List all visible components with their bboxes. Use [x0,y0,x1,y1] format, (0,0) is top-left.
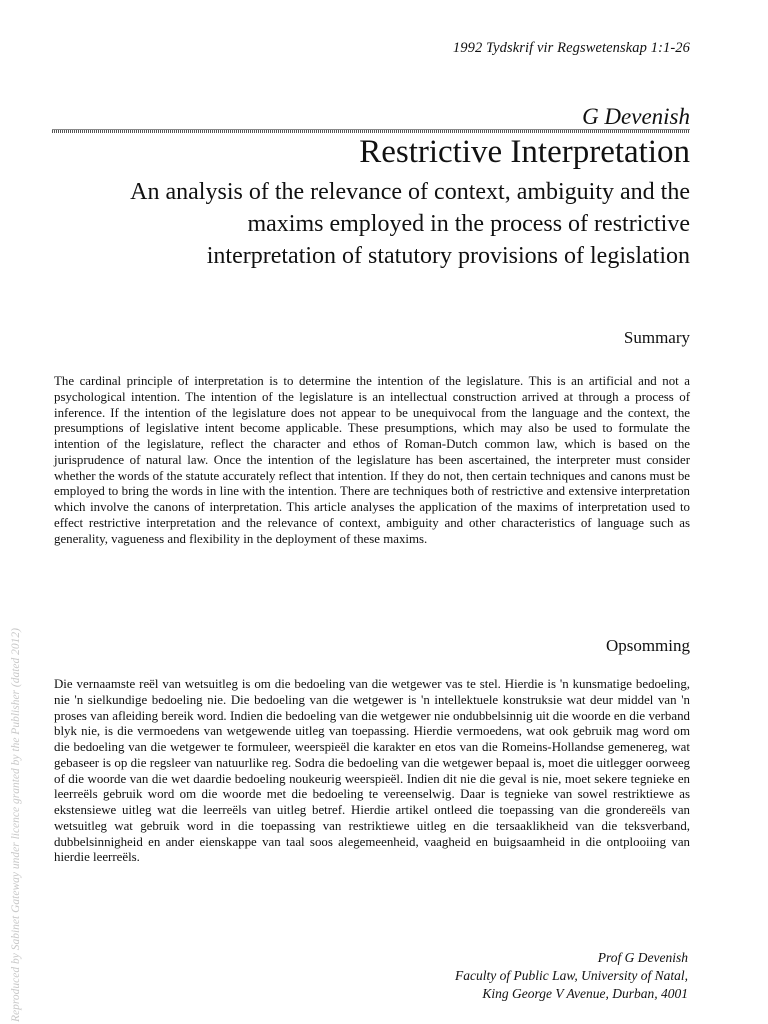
opsomming-paragraph: Die vernaamste reël van wetsuitleg is om die bedoeling van die wetgewer vas te stel. Hierdie is 'n kunsmatige bedoeling, nie 'n sielkundige bedoeling nie. Die bedoeling van die wetgewer is 'n intellektuele konstruksie wat deur middel van 'n proses van afleiding bereik word. Indien die bedoeling van die wetgewer nie ondubbelsinnig uit die woorde en die verband blyk nie, is die vermoedens van wetgewende uitleg van toepassing. Hierdie vermoedens, wat ook gebruik mag word om die bedoeling van die wetgewer te formuleer, weerspieël die karakter en etos van die Romeins-Hollandse gemenereg, wat gebaseer is op die regsleer van natuurlike reg. Sodra die bedoeling van die wetgewer bepaal is, moet die uitlegger oorweeg of die woorde van die wet daardie bedoeling noukeurig weerspieël. Indien dit nie die geval is nie, moet sekere tegnieke en leerreëls gebruik word om die woorde met die bedoeling te vereenselwig. Daar is tegnieke van sowel restriktiewe as ekstensiewe uitleg wat die leerreëls van uitleg betref. Hierdie artikel ontleed die toepassing van die grondereëls van wetsuitleg wat gebruik word in die toepassing van restriktiewe uitleg en die tersaaklikheid van die teksverband, dubbelsinnigheid en ander eienskappe van taal soos alegemeenheid, vaagheid en buigsaamheid in die ontplooiing van hierdie leerreëls. [54,677,690,865]
author-signature-block [455,949,688,1003]
signature-affiliation: Faculty of Public Law, University of Natal, [455,968,688,983]
opsomming-heading: Opsomming [605,636,690,655]
licence-watermark: Reproduced by Sabinet Gateway under licence granted by the Publisher (dated 2012) [10,628,22,1022]
signature-address: King George V Avenue, Durban, 4001 [482,986,688,1001]
journal-reference: 1992 Tydskrif vir Regswetenskap 1:1-26 [452,40,690,56]
article-title: Restrictive Interpretation [359,134,690,170]
title-divider [52,129,690,133]
author-name: G Devenish [582,104,690,129]
summary-paragraph: The cardinal principle of interpretation is to determine the intention of the legislature. This is an artificial and not a psychological intention. The intention of the legislature is an intellectual construction arrived at through a process of inference. If the intention of the legislature does not appear to be unequivocal from the language and the context, the presumptions of legislative intent become applicable. These presumptions, which may also be used to formulate the intention of the legislature, reflect the character and ethos of Roman-Dutch common law, which is based on the jurisprudence of natural law. Once the intention of the legislature has been ascertained, the interpreter must consider whether the words of the statute accurately reflect that intention. If they do not, then certain techniques and canons must be employed to bring the words in line with the intention. There are techniques both of restrictive and extensive interpretation which involve the canons of interpretation. This article analyses the application of the maxims of interpretation used to effect restrictive interpretation and the relevance of context, ambiguity and other characteristics of language such as generality, vagueness and flexibility in the deployment of these maxims. [54,374,690,546]
article-subtitle: An analysis of the relevance of context, ambiguity and the maxims employed in the process of restrictive interpretation of statutory provisions of legislation [130,179,690,269]
summary-heading: Summary [623,328,690,347]
signature-name: Prof G Devenish [597,950,688,965]
